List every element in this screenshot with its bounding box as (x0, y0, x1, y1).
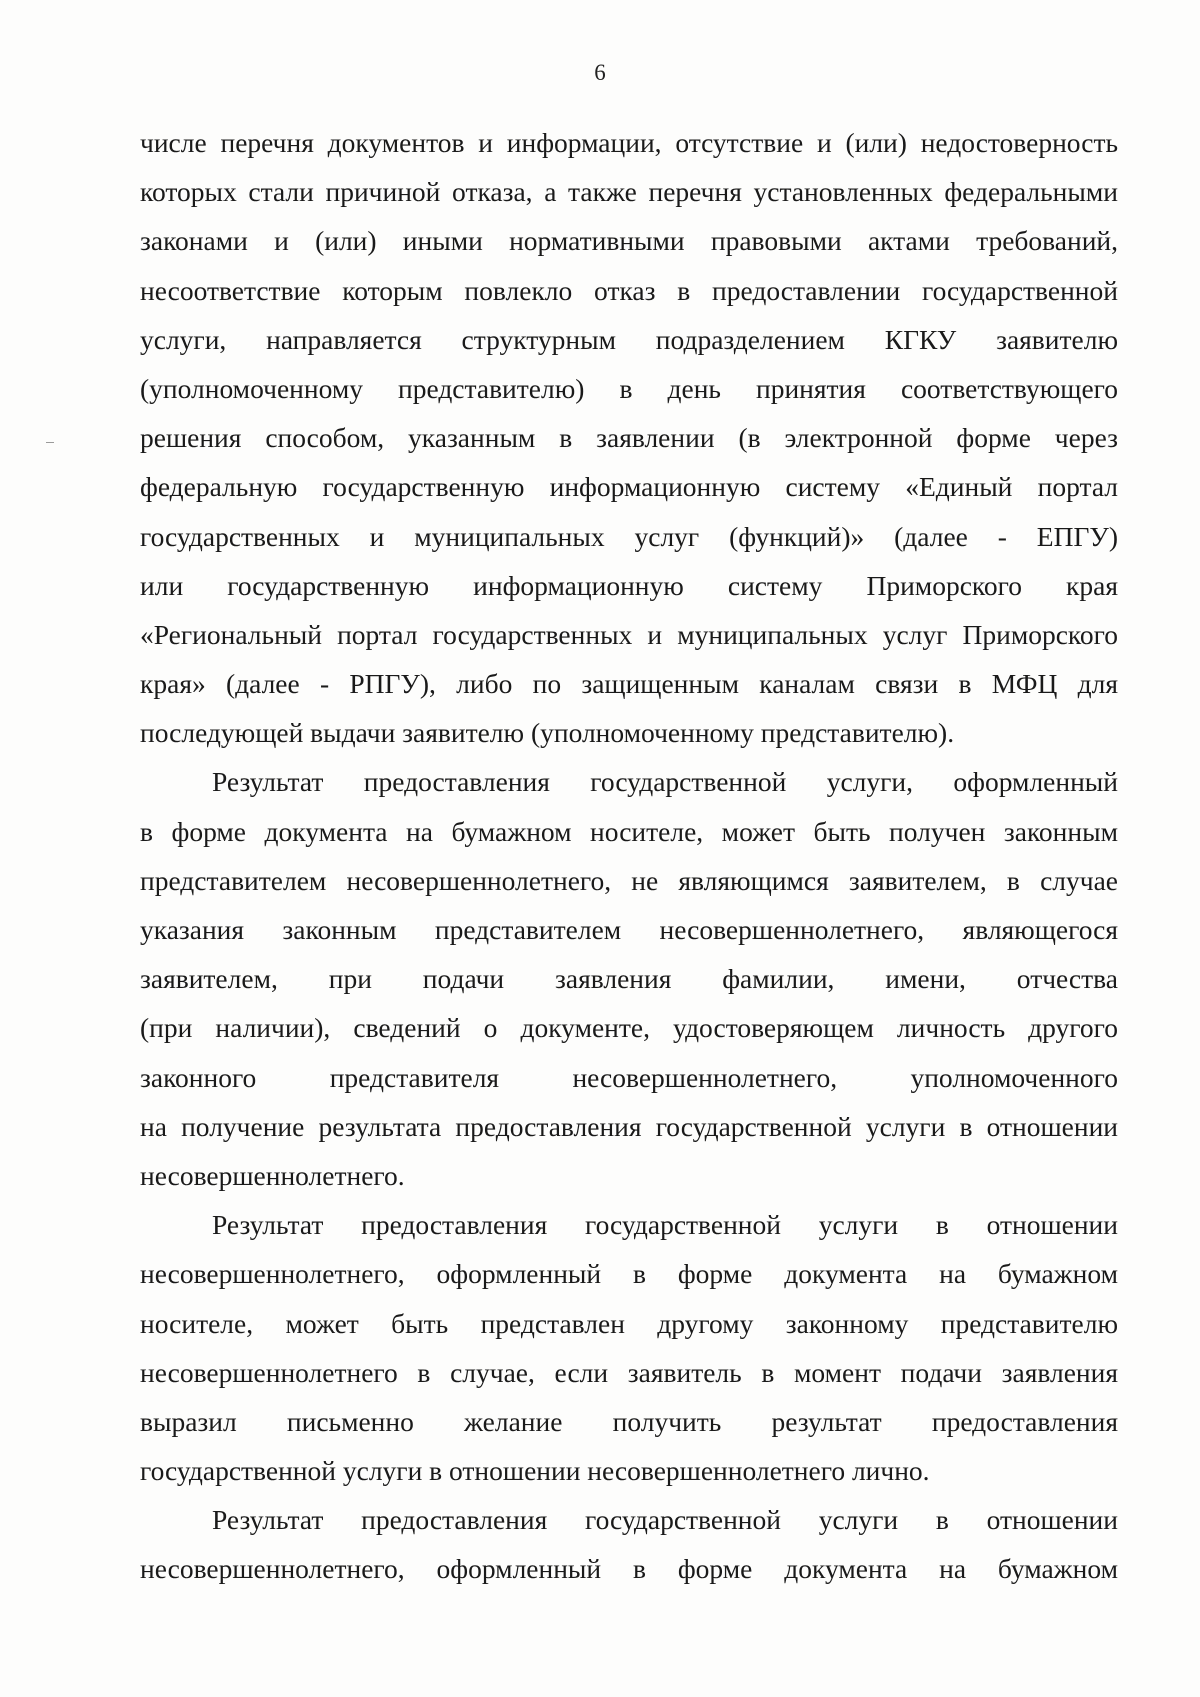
text-line: несоответствие которым повлекло отказ в предоставлении государственной (140, 274, 1118, 306)
paragraph (140, 1495, 1118, 1593)
text-line: федеральную государственную информационную систему «Единый портал (140, 471, 1118, 503)
document-body (140, 118, 1118, 1594)
text-line: которых стали причиной отказа, а также перечня установленных федеральными (140, 176, 1118, 208)
text-line: несовершеннолетнего в случае, если заявитель в момент подачи заявления (140, 1356, 1118, 1388)
text-line: выразил письменно желание получить результат предоставления (140, 1405, 1118, 1437)
text-line: законами и (или) иными нормативными правовыми актами требований, (140, 225, 1118, 257)
text-line: услуги, направляется структурным подразделением КГКУ заявителю (140, 323, 1118, 355)
text-line: государственной услуги в отношении несовершеннолетнего лично. (140, 1455, 930, 1487)
text-line: представителем несовершеннолетнего, не являющимся заявителем, в случае (140, 864, 1118, 896)
text-line: государственных и муниципальных услуг (функций)» (далее - ЕПГУ) (140, 520, 1118, 552)
paragraph (140, 118, 1118, 757)
text-line: Результат предоставления государственной услуги в отношении (212, 1209, 1118, 1241)
text-line: в форме документа на бумажном носителе, может быть получен законным (140, 815, 1118, 847)
paragraph (140, 757, 1118, 1200)
text-line: Результат предоставления государственной услуги в отношении (212, 1504, 1118, 1536)
margin-mark (46, 442, 54, 443)
text-line: указания законным представителем несовершеннолетнего, являющегося (140, 914, 1118, 945)
text-line: (при наличии), сведений о документе, удостоверяющем личность другого (140, 1012, 1118, 1044)
text-line: последующей выдачи заявителю (уполномоченному представителю). (140, 717, 955, 749)
text-line: или государственную информационную систему Приморского края (140, 569, 1118, 601)
text-line: законного представителя несовершеннолетнего, уполномоченного (140, 1061, 1118, 1093)
text-line: решения способом, указанным в заявлении (в электронной форме через (140, 422, 1118, 454)
text-line: несовершеннолетнего, оформленный в форме документа на бумажном (140, 1258, 1118, 1290)
text-line: (уполномоченному представителю) в день принятия соответствующего (140, 372, 1118, 404)
text-line: несовершеннолетнего, оформленный в форме документа на бумажном (140, 1553, 1118, 1585)
text-line: на получение результата предоставления государственной услуги в отношении (140, 1110, 1118, 1142)
paragraph (140, 1200, 1118, 1495)
page-number: 6 (594, 60, 606, 85)
text-line: носителе, может быть представлен другому законному представителю (140, 1307, 1118, 1339)
text-line: заявителем, при подачи заявления фамилии, имени, отчества (140, 963, 1118, 995)
text-line: Результат предоставления государственной услуги, оформленный (212, 766, 1118, 798)
text-line: числе перечня документов и информации, отсутствие и (или) недостоверность (140, 127, 1118, 158)
text-line: несовершеннолетнего. (140, 1159, 405, 1191)
text-line: «Региональный портал государственных и муниципальных услуг Приморского (140, 618, 1118, 650)
text-line: края» (далее - РПГУ), либо по защищенным каналам связи в МФЦ для (140, 668, 1118, 700)
